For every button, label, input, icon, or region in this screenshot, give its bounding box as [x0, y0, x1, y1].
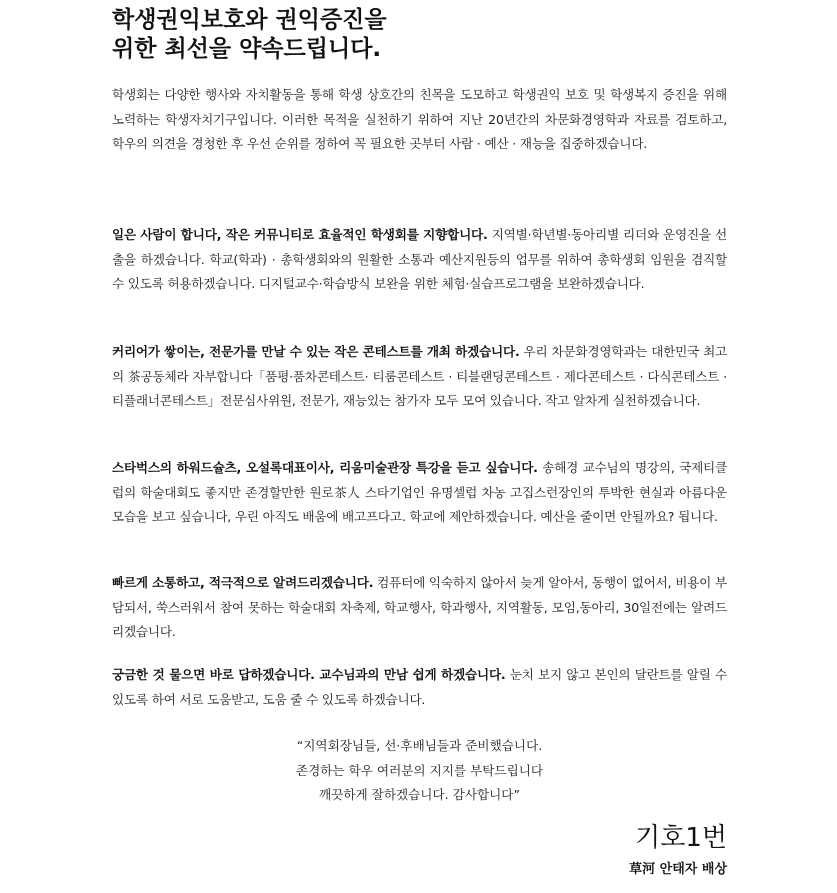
pledge-body-1: 지역별·학년별·동아리별 리더와 운영진을 선출을 하겠습니다. 학교(학과) · 총학생회와의 원활한 소통과 예산지원등의 업무를 위하여 총학생회 임원을 겸직할 수 있도록 허용하겠습니다. 디지털교수·학습방식 보완을 위한 체험·실습프로그램을 보완하겠습니다. [112, 227, 727, 291]
pledge-paragraph-1 [112, 223, 727, 297]
pledge-paragraph-4 [112, 571, 727, 645]
signature: 草河 안태자 배상 [629, 862, 727, 877]
pledge-body-2: 우리 차문화경영학과는 대한민국 최고의 茶공동체라 자부합니다「품평·품차콘테스트· 티룸콘테스트 · 티블랜딩콘테스트 · 제다콘테스트 · 다식콘테스트 · 티플래너콘테스트」전문심사위원, 전문가, 재능있는 참가자 모두 모여 있습니다. 작고 알차게 실천하겠습니다. [112, 344, 728, 408]
pledge-body-3: 송해경 교수님의 명강의, 국제티클럽의 학술대회도 좋지만 존경할만한 원로茶人 스타기업인 유명셀럽 차농 고집스런장인의 투박한 현실과 아름다운 모습을 보고 싶습니다, 우린 아직도 배움에 배고프다고. 학교에 제안하겠습니다. 예산을 줄이면 안될까요? 됩니다. [112, 460, 727, 524]
pledge-heading-2: 커리어가 쌓이는, 전문가를 만날 수 있는 작은 콘테스트를 개최 하겠습니다. [112, 344, 520, 359]
pledge-paragraph-5 [112, 663, 727, 712]
candidate-number: 기호1번 [635, 823, 727, 853]
pledge-heading-5: 궁금한 것 물으면 바로 답하겠습니다. 교수님과의 만남 쉽게 하겠습니다. [112, 667, 506, 682]
closing-quote [112, 734, 727, 808]
pledge-body-4: 컴퓨터에 익숙하지 않아서 늦게 알아서, 동행이 없어서, 비용이 부담되서, 쑥스러워서 참여 못하는 학술대회 차축제, 학교행사, 학과행사, 지역활동, 모임,동아리, 30일전에는 알려드리겠습니다. [112, 575, 727, 639]
page-title [112, 6, 712, 64]
pledge-paragraph-2 [112, 340, 727, 414]
pledge-heading-4: 빠르게 소통하고, 적극적으로 알려드리겠습니다. [112, 575, 374, 590]
quote-line-2: 존경하는 학우 여러분의 지지를 부탁드립니다 [295, 762, 544, 778]
pledge-paragraph-3 [112, 456, 727, 530]
pledge-heading-1: 일은 사람이 합니다, 작은 커뮤니티로 효율적인 학생회를 지향합니다. [112, 227, 488, 242]
title-line-1: 학생권익보호와 권익증진을 [112, 7, 387, 33]
quote-line-1: “지역회장님들, 선·후배님들과 준비했습니다. [296, 738, 543, 753]
pledge-body-5: 눈치 보지 않고 본인의 달란트를 알릴 수 있도록 하여 서로 도움받고, 도움 줄 수 있도록 하겠습니다. [112, 667, 727, 707]
quote-line-3: 깨끗하게 잘하겠습니다. 감사합니다” [318, 787, 521, 802]
pledge-heading-3: 스타벅스의 하워드슐츠, 오설록대표이사, 리움미술관장 특강을 듣고 싶습니다. [112, 460, 538, 475]
title-line-2: 위한 최선을 약속드립니다. [112, 36, 382, 62]
intro-paragraph: 학생회는 다양한 행사와 자치활동을 통해 학생 상호간의 친목을 도모하고 학생권익 보호 및 학생복지 증진을 위해 노력하는 학생자치기구입니다. 이러한 목적을 실천하기 위하여 지난 20년간의 차문화경영학과 자료를 검토하고, 학우의 의견을 경청한 후 우선 순위를 정하여 꼭 필요한 곳부터 사람 · 예산 · 재능을 집중하겠습니다. [112, 87, 727, 151]
